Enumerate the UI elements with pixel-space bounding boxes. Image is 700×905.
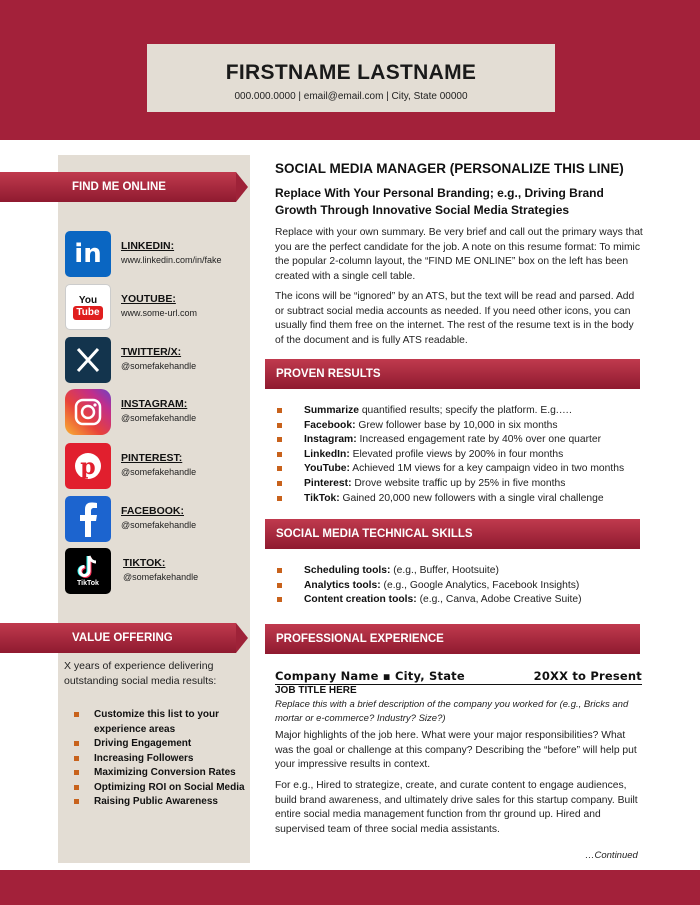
results-list [275, 404, 645, 506]
list-item: Customize this list to your experience areas [72, 708, 250, 737]
social-label: YOUTUBE: [121, 293, 176, 305]
company-line [275, 669, 642, 685]
social-value: www.linkedin.com/in/fake [121, 255, 222, 265]
social-value: www.some-url.com [121, 308, 198, 318]
footer-band [0, 870, 700, 905]
social-value: @somefakehandle [121, 467, 197, 477]
contact-info: 000.000.0000 | email@email.com | City, State 00000 [234, 91, 468, 102]
job-title: JOB TITLE HERE [275, 685, 357, 696]
social-value: @somefakehandle [121, 413, 197, 423]
list-item: Optimizing ROI on Social Media [72, 781, 250, 796]
find-me-online-heading: FIND ME ONLINE [0, 172, 236, 202]
value-offering-heading: VALUE OFFERING [0, 623, 236, 653]
list-item: LinkedIn: Elevated profile views by 200% in four months [275, 448, 645, 463]
social-label: INSTAGRAM: [121, 398, 188, 410]
instagram-icon [65, 389, 111, 435]
proven-results-heading: PROVEN RESULTS [265, 359, 640, 389]
list-item: Pinterest: Drove website traffic up by 25% in five months [275, 477, 645, 492]
svg-text:p: p [80, 454, 96, 480]
list-item: Scheduling tools: (e.g., Buffer, Hootsuite) [275, 564, 645, 579]
facebook-icon [65, 496, 111, 542]
professional-experience-heading: PROFESSIONAL EXPERIENCE [265, 624, 640, 654]
linkedin-icon: in [65, 231, 111, 277]
list-item: Increasing Followers [72, 752, 250, 767]
company-description: Replace this with a brief description of the company you worked for (e.g., Bricks and mortar or e-commerce? Industry? Size?) [275, 699, 629, 724]
social-value: @somefakehandle [123, 572, 199, 582]
social-label: TIKTOK: [123, 557, 166, 569]
social-facebook [65, 496, 250, 542]
skills-list [275, 564, 645, 608]
social-label: TWITTER/X: [121, 346, 182, 358]
list-item: Raising Public Awareness [72, 795, 250, 810]
personal-branding: Replace With Your Personal Branding; e.g., Driving Brand Growth Through Innovative Social Media Strategies [275, 186, 604, 217]
social-pinterest [65, 443, 250, 489]
social-label: LINKEDIN: [121, 240, 175, 252]
employment-dates: 20XX to Present [533, 669, 642, 683]
social-value: @somefakehandle [121, 361, 197, 371]
social-twitter [65, 337, 250, 383]
summary-paragraph: Replace with your own summary. Be very brief and call out the primary ways that you are the perfect candidate for the job. A note on this resume format: To mimic the popular 2-column layout, the “FIND ME ONLINE” box on the left has been created with a single cell table. [275, 227, 643, 282]
list-item: Instagram: Increased engagement rate by 40% over one quarter [275, 433, 645, 448]
list-item: TikTok: Gained 20,000 new followers with a single viral challenge [275, 492, 645, 507]
social-youtube [65, 284, 250, 330]
social-label: FACEBOOK: [121, 505, 184, 517]
experience-paragraph: Major highlights of the job here. What were your major responsibilities? What was the goal or challenge at this company? Describing the “before” will help put your impressive results in context. [275, 730, 637, 771]
experience-paragraph: For e.g., Hired to strategize, create, and curate content to engage audiences, build brand awareness, and ultimately drive sales for this startup company. Built entire social media management function from thr ground up. Hired and supervised team of three social media assistants. [275, 780, 638, 835]
youtube-icon: You Tube [65, 284, 111, 330]
job-target-title: SOCIAL MEDIA MANAGER (PERSONALIZE THIS LINE) [275, 161, 624, 176]
pinterest-icon [65, 443, 111, 489]
tiktok-icon: TikTok [65, 548, 111, 594]
list-item: Facebook: Grew follower base by 10,000 in six months [275, 419, 645, 434]
value-intro: X years of experience delivering outstanding social media results: [64, 660, 217, 687]
list-item: Analytics tools: (e.g., Google Analytics, Facebook Insights) [275, 579, 645, 594]
social-instagram [65, 389, 250, 435]
continued-note: …Continued [585, 850, 638, 861]
value-list [72, 708, 250, 810]
social-label: PINTEREST: [121, 452, 183, 464]
list-item: Summarize quantified results; specify the platform. E.g.…. [275, 404, 645, 419]
list-item: Content creation tools: (e.g., Canva, Adobe Creative Suite) [275, 593, 645, 608]
x-icon [65, 337, 111, 383]
header-name-box [147, 44, 555, 112]
summary-paragraph: The icons will be “ignored” by an ATS, but the text will be read and parsed. Add or subtract social media accounts as needed. If you need other icons, you can usually find them free on the internet. The rest of the resume text is in the body of the document and is fully ATS readable. [275, 291, 635, 346]
social-tiktok [65, 548, 250, 594]
social-value: @somefakehandle [121, 520, 197, 530]
list-item: Driving Engagement [72, 737, 250, 752]
list-item: Maximizing Conversion Rates [72, 766, 250, 781]
candidate-name: FIRSTNAME LASTNAME [225, 61, 477, 84]
technical-skills-heading: SOCIAL MEDIA TECHNICAL SKILLS [265, 519, 640, 549]
list-item: YouTube: Achieved 1M views for a key campaign video in two months [275, 462, 645, 477]
social-linkedin [65, 231, 250, 277]
company-name: Company Name ▪ City, State [275, 669, 465, 683]
